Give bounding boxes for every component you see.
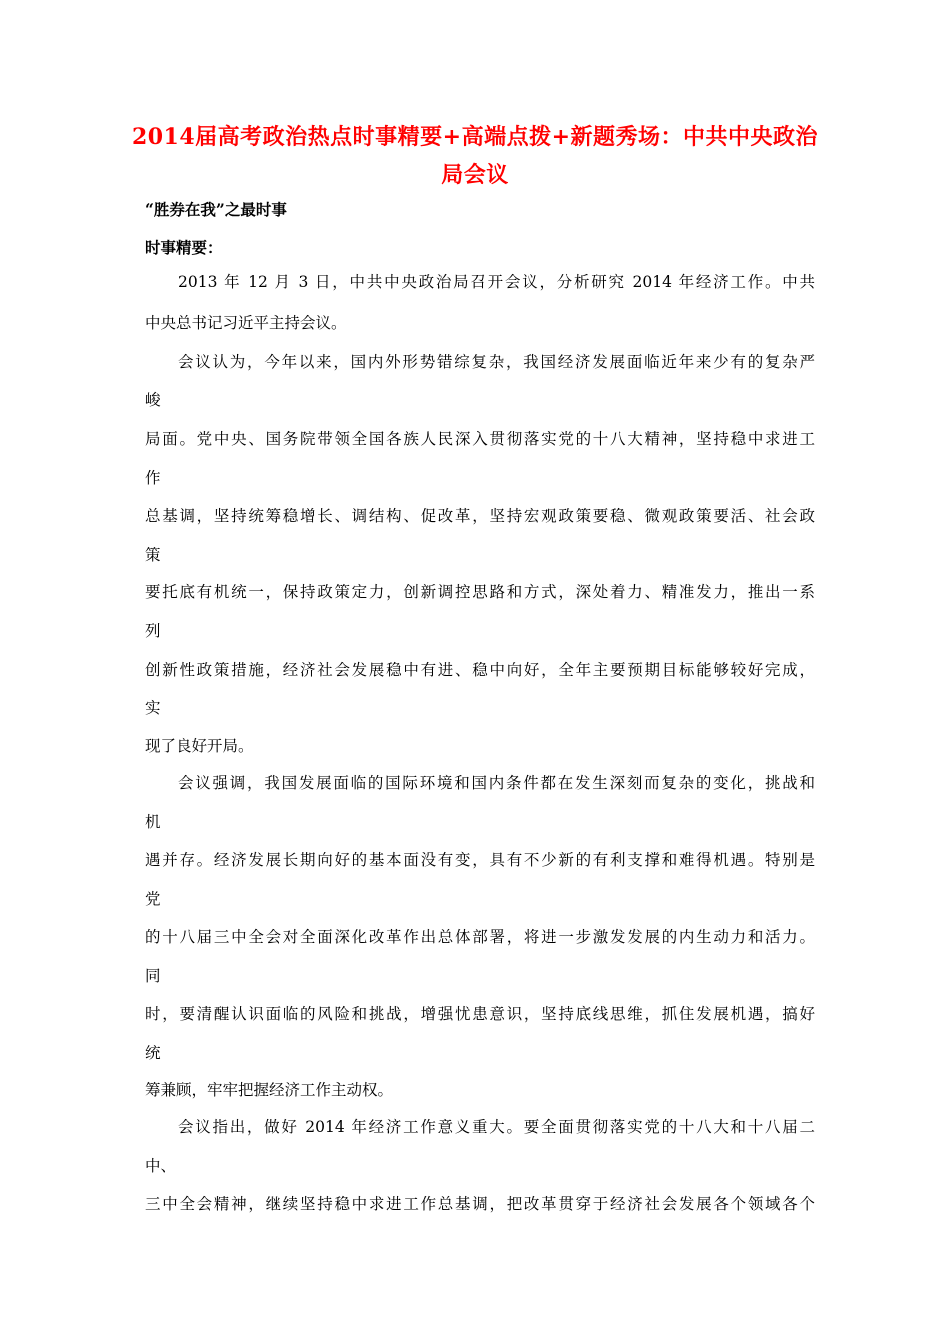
body-line: 2013 年 12 月 3 日，中共中央政治局召开会议，分析研究 2014 年经济工作。中共	[178, 273, 815, 291]
body-line: 同	[145, 967, 161, 985]
subheading: “胜券在我”之最时事	[145, 200, 287, 219]
body-line: 局面。党中央、国务院带领全国各族人民深入贯彻落实党的十八大精神，坚持稳中求进工	[145, 430, 815, 448]
body-line: 会议认为，今年以来，国内外形势错综复杂，我国经济发展面临近年来少有的复杂严	[178, 353, 815, 371]
body-line: 要托底有机统一，保持政策定力，创新调控思路和方式，深处着力、精准发力，推出一系	[145, 583, 815, 601]
body-line: 峻	[145, 391, 161, 409]
body-line: 会议指出，做好 2014 年经济工作意义重大。要全面贯彻落实党的十八大和十八届二	[178, 1118, 815, 1136]
body-line: 党	[145, 890, 161, 908]
body-line: 的十八届三中全会对全面深化改革作出总体部署，将进一步激发发展的内生动力和活力。	[145, 928, 815, 946]
body-line: 中、	[145, 1157, 177, 1175]
body-line: 三中全会精神，继续坚持稳中求进工作总基调，把改革贯穿于经济社会发展各个领域各个	[145, 1195, 815, 1213]
body-line: 机	[145, 813, 161, 831]
body-line: 筹兼顾，牢牢把握经济工作主动权。	[145, 1081, 394, 1099]
body-line: 统	[145, 1044, 161, 1062]
body-line: 总基调，坚持统筹稳增长、调结构、促改革，坚持宏观政策要稳、微观政策要活、社会政	[145, 507, 815, 525]
body-line: 时，要清醒认识面临的风险和挑战，增强忧患意识，坚持底线思维，抓住发展机遇，搞好	[145, 1005, 815, 1023]
section-label: 时事精要：	[145, 238, 223, 257]
body-line: 实	[145, 699, 161, 717]
body-line: 策	[145, 546, 161, 564]
document-title-line-2: 局会议	[441, 162, 509, 188]
body-line: 列	[145, 622, 161, 640]
body-line: 遇并存。经济发展长期向好的基本面没有变，具有不少新的有利支撑和难得机遇。特别是	[145, 851, 815, 869]
body-line: 现了良好开局。	[145, 737, 254, 755]
body-line: 作	[145, 469, 161, 487]
document-title-line-1: 2014届高考政治热点时事精要+高端点拨+新题秀场：中共中央政治	[131, 124, 819, 150]
body-line: 会议强调，我国发展面临的国际环境和国内条件都在发生深刻而复杂的变化，挑战和	[178, 774, 815, 792]
body-line: 中央总书记习近平主持会议。	[145, 314, 347, 332]
body-line: 创新性政策措施，经济社会发展稳中有进、稳中向好，全年主要预期目标能够较好完成，	[145, 661, 815, 679]
